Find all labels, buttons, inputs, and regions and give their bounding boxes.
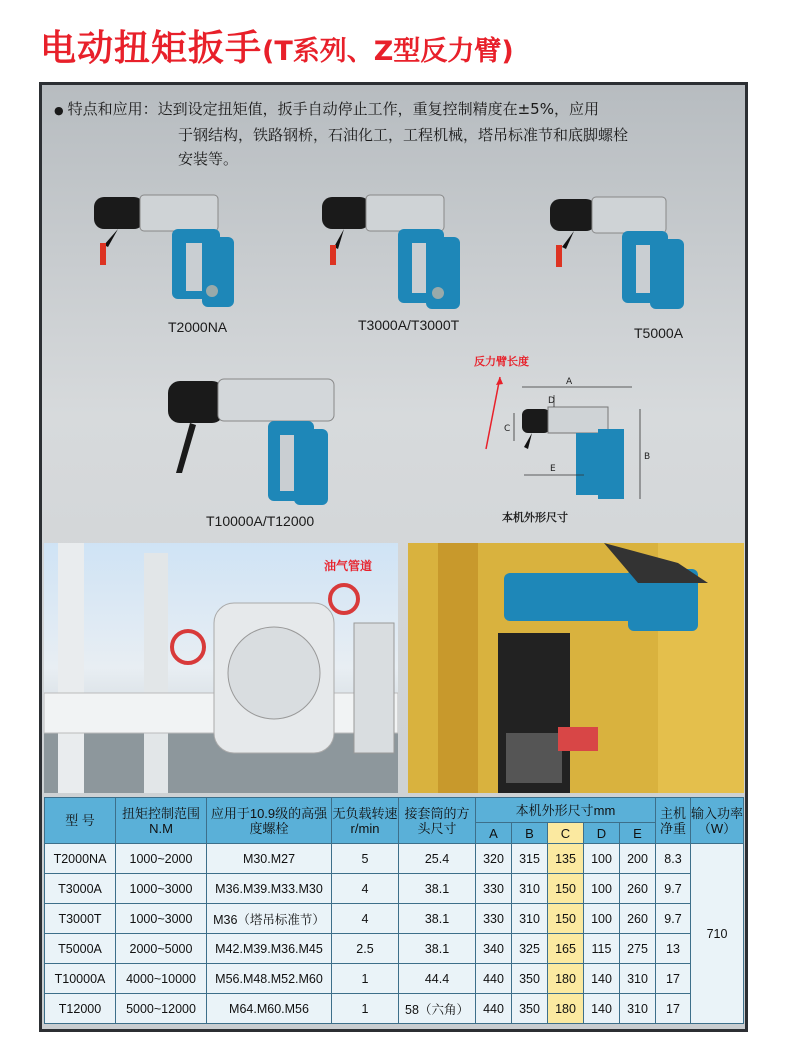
cell-socket: 25.4: [399, 844, 476, 874]
cell-socket: 58（六角）: [399, 994, 476, 1024]
cell-e: 260: [620, 904, 656, 934]
header-dim-b: B: [512, 823, 548, 844]
cell-torque: 5000~12000: [116, 994, 207, 1024]
header-power: 输入功率（W）: [691, 798, 744, 844]
cell-socket: 38.1: [399, 904, 476, 934]
cell-weight: 9.7: [656, 874, 691, 904]
cell-e: 275: [620, 934, 656, 964]
cell-a: 440: [476, 994, 512, 1024]
dim-letter-b: B: [644, 452, 651, 462]
bullet-icon: ●: [54, 104, 64, 117]
arm-length-label: 反力臂长度: [474, 355, 529, 368]
title-sub: (T系列、Z型反力臂): [262, 36, 514, 67]
feature-line-3: 安装等。: [178, 150, 239, 168]
model-label-t2000na: T2000NA: [168, 319, 228, 335]
header-dim-d: D: [584, 823, 620, 844]
cell-speed: 1: [332, 964, 399, 994]
table-row: [45, 964, 744, 994]
cell-weight: 9.7: [656, 904, 691, 934]
feature-text: [54, 97, 744, 171]
cell-bolt: M42.M39.M36.M45: [207, 934, 332, 964]
cell-bolt: M30.M27: [207, 844, 332, 874]
table-row: [45, 904, 744, 934]
dimension-caption: 本机外形尺寸: [502, 511, 568, 524]
header-torque: 扭矩控制范围N.M: [116, 798, 207, 844]
cell-e: 200: [620, 844, 656, 874]
pipeline-tag: 油气管道: [324, 559, 373, 573]
dim-letter-d: D: [548, 396, 555, 406]
model-label-t3000a: T3000A/T3000T: [358, 317, 460, 333]
cell-a: 320: [476, 844, 512, 874]
header-socket: 接套筒的方头尺寸: [399, 798, 476, 844]
cell-speed: 4: [332, 874, 399, 904]
cell-model: T3000T: [45, 904, 116, 934]
cell-torque: 2000~5000: [116, 934, 207, 964]
cell-speed: 2.5: [332, 934, 399, 964]
header-model: 型 号: [45, 798, 116, 844]
cell-bolt: M64.M60.M56: [207, 994, 332, 1024]
crane-photo: [408, 543, 744, 793]
model-label-t5000a: T5000A: [634, 325, 684, 341]
cell-d: 140: [584, 964, 620, 994]
cell-model: T5000A: [45, 934, 116, 964]
spec-table: [44, 797, 744, 1024]
cell-model: T3000A: [45, 874, 116, 904]
cell-b: 310: [512, 904, 548, 934]
header-dims: 本机外形尺寸mm: [476, 798, 656, 823]
table-row: [45, 934, 744, 964]
cell-c: 165: [548, 934, 584, 964]
dim-letter-a: A: [566, 377, 573, 387]
cell-torque: 1000~3000: [116, 874, 207, 904]
title-main: 电动扭矩扳手: [40, 28, 263, 69]
feature-line-1: 特点和应用：达到设定扭矩值，扳手自动停止工作，重复控制精度在±5%，应用: [67, 100, 599, 118]
cell-speed: 1: [332, 994, 399, 1024]
cell-a: 330: [476, 874, 512, 904]
cell-speed: 5: [332, 844, 399, 874]
cell-c: 150: [548, 904, 584, 934]
cell-b: 310: [512, 874, 548, 904]
wrench-image-t5000a: [550, 191, 700, 315]
cell-weight: 13: [656, 934, 691, 964]
pipeline-photo: [44, 543, 398, 793]
cell-speed: 4: [332, 904, 399, 934]
header-dim-c: C: [548, 823, 584, 844]
cell-e: 260: [620, 874, 656, 904]
cell-bolt: M56.M48.M52.M60: [207, 964, 332, 994]
dim-letter-e: E: [550, 464, 556, 474]
cell-b: 315: [512, 844, 548, 874]
cell-a: 330: [476, 904, 512, 934]
cell-d: 140: [584, 994, 620, 1024]
cell-d: 100: [584, 844, 620, 874]
cell-d: 100: [584, 904, 620, 934]
cell-torque: 1000~3000: [116, 904, 207, 934]
cell-b: 350: [512, 964, 548, 994]
header-dim-a: A: [476, 823, 512, 844]
cell-c: 180: [548, 994, 584, 1024]
cell-a: 440: [476, 964, 512, 994]
table-row: [45, 994, 744, 1024]
cell-c: 180: [548, 964, 584, 994]
table-row: [45, 874, 744, 904]
cell-model: T12000: [45, 994, 116, 1024]
cell-c: 135: [548, 844, 584, 874]
cell-torque: 4000~10000: [116, 964, 207, 994]
wrench-image-t2000na: [94, 185, 254, 315]
cell-d: 115: [584, 934, 620, 964]
cell-socket: 44.4: [399, 964, 476, 994]
cell-model: T2000NA: [45, 844, 116, 874]
cell-power: 710: [691, 844, 744, 1024]
cell-d: 100: [584, 874, 620, 904]
cell-e: 310: [620, 964, 656, 994]
wrench-image-t10000a: [168, 373, 348, 509]
header-speed: 无负载转速r/min: [332, 798, 399, 844]
header-dim-e: E: [620, 823, 656, 844]
model-label-t10000a: T10000A/T12000: [206, 513, 315, 529]
cell-e: 310: [620, 994, 656, 1024]
dim-letter-c: C: [504, 424, 511, 434]
cell-c: 150: [548, 874, 584, 904]
cell-model: T10000A: [45, 964, 116, 994]
page-title: [40, 20, 514, 71]
table-row: [45, 844, 744, 874]
cell-a: 340: [476, 934, 512, 964]
cell-torque: 1000~2000: [116, 844, 207, 874]
cell-socket: 38.1: [399, 934, 476, 964]
cell-bolt: M36（塔吊标准节）: [207, 904, 332, 934]
product-panel: [39, 82, 748, 1032]
cell-weight: 17: [656, 994, 691, 1024]
cell-weight: 17: [656, 964, 691, 994]
cell-socket: 38.1: [399, 874, 476, 904]
cell-weight: 8.3: [656, 844, 691, 874]
cell-b: 325: [512, 934, 548, 964]
header-bolt: 应用于10.9级的高强度螺栓: [207, 798, 332, 844]
header-weight: 主机净重: [656, 798, 691, 844]
feature-line-2: 于钢结构，铁路钢桥，石油化工，工程机械，塔吊标准节和底脚螺栓: [178, 126, 629, 144]
cell-bolt: M36.M39.M33.M30: [207, 874, 332, 904]
dimension-diagram: [472, 369, 672, 505]
wrench-image-t3000a: [322, 189, 482, 315]
cell-b: 350: [512, 994, 548, 1024]
